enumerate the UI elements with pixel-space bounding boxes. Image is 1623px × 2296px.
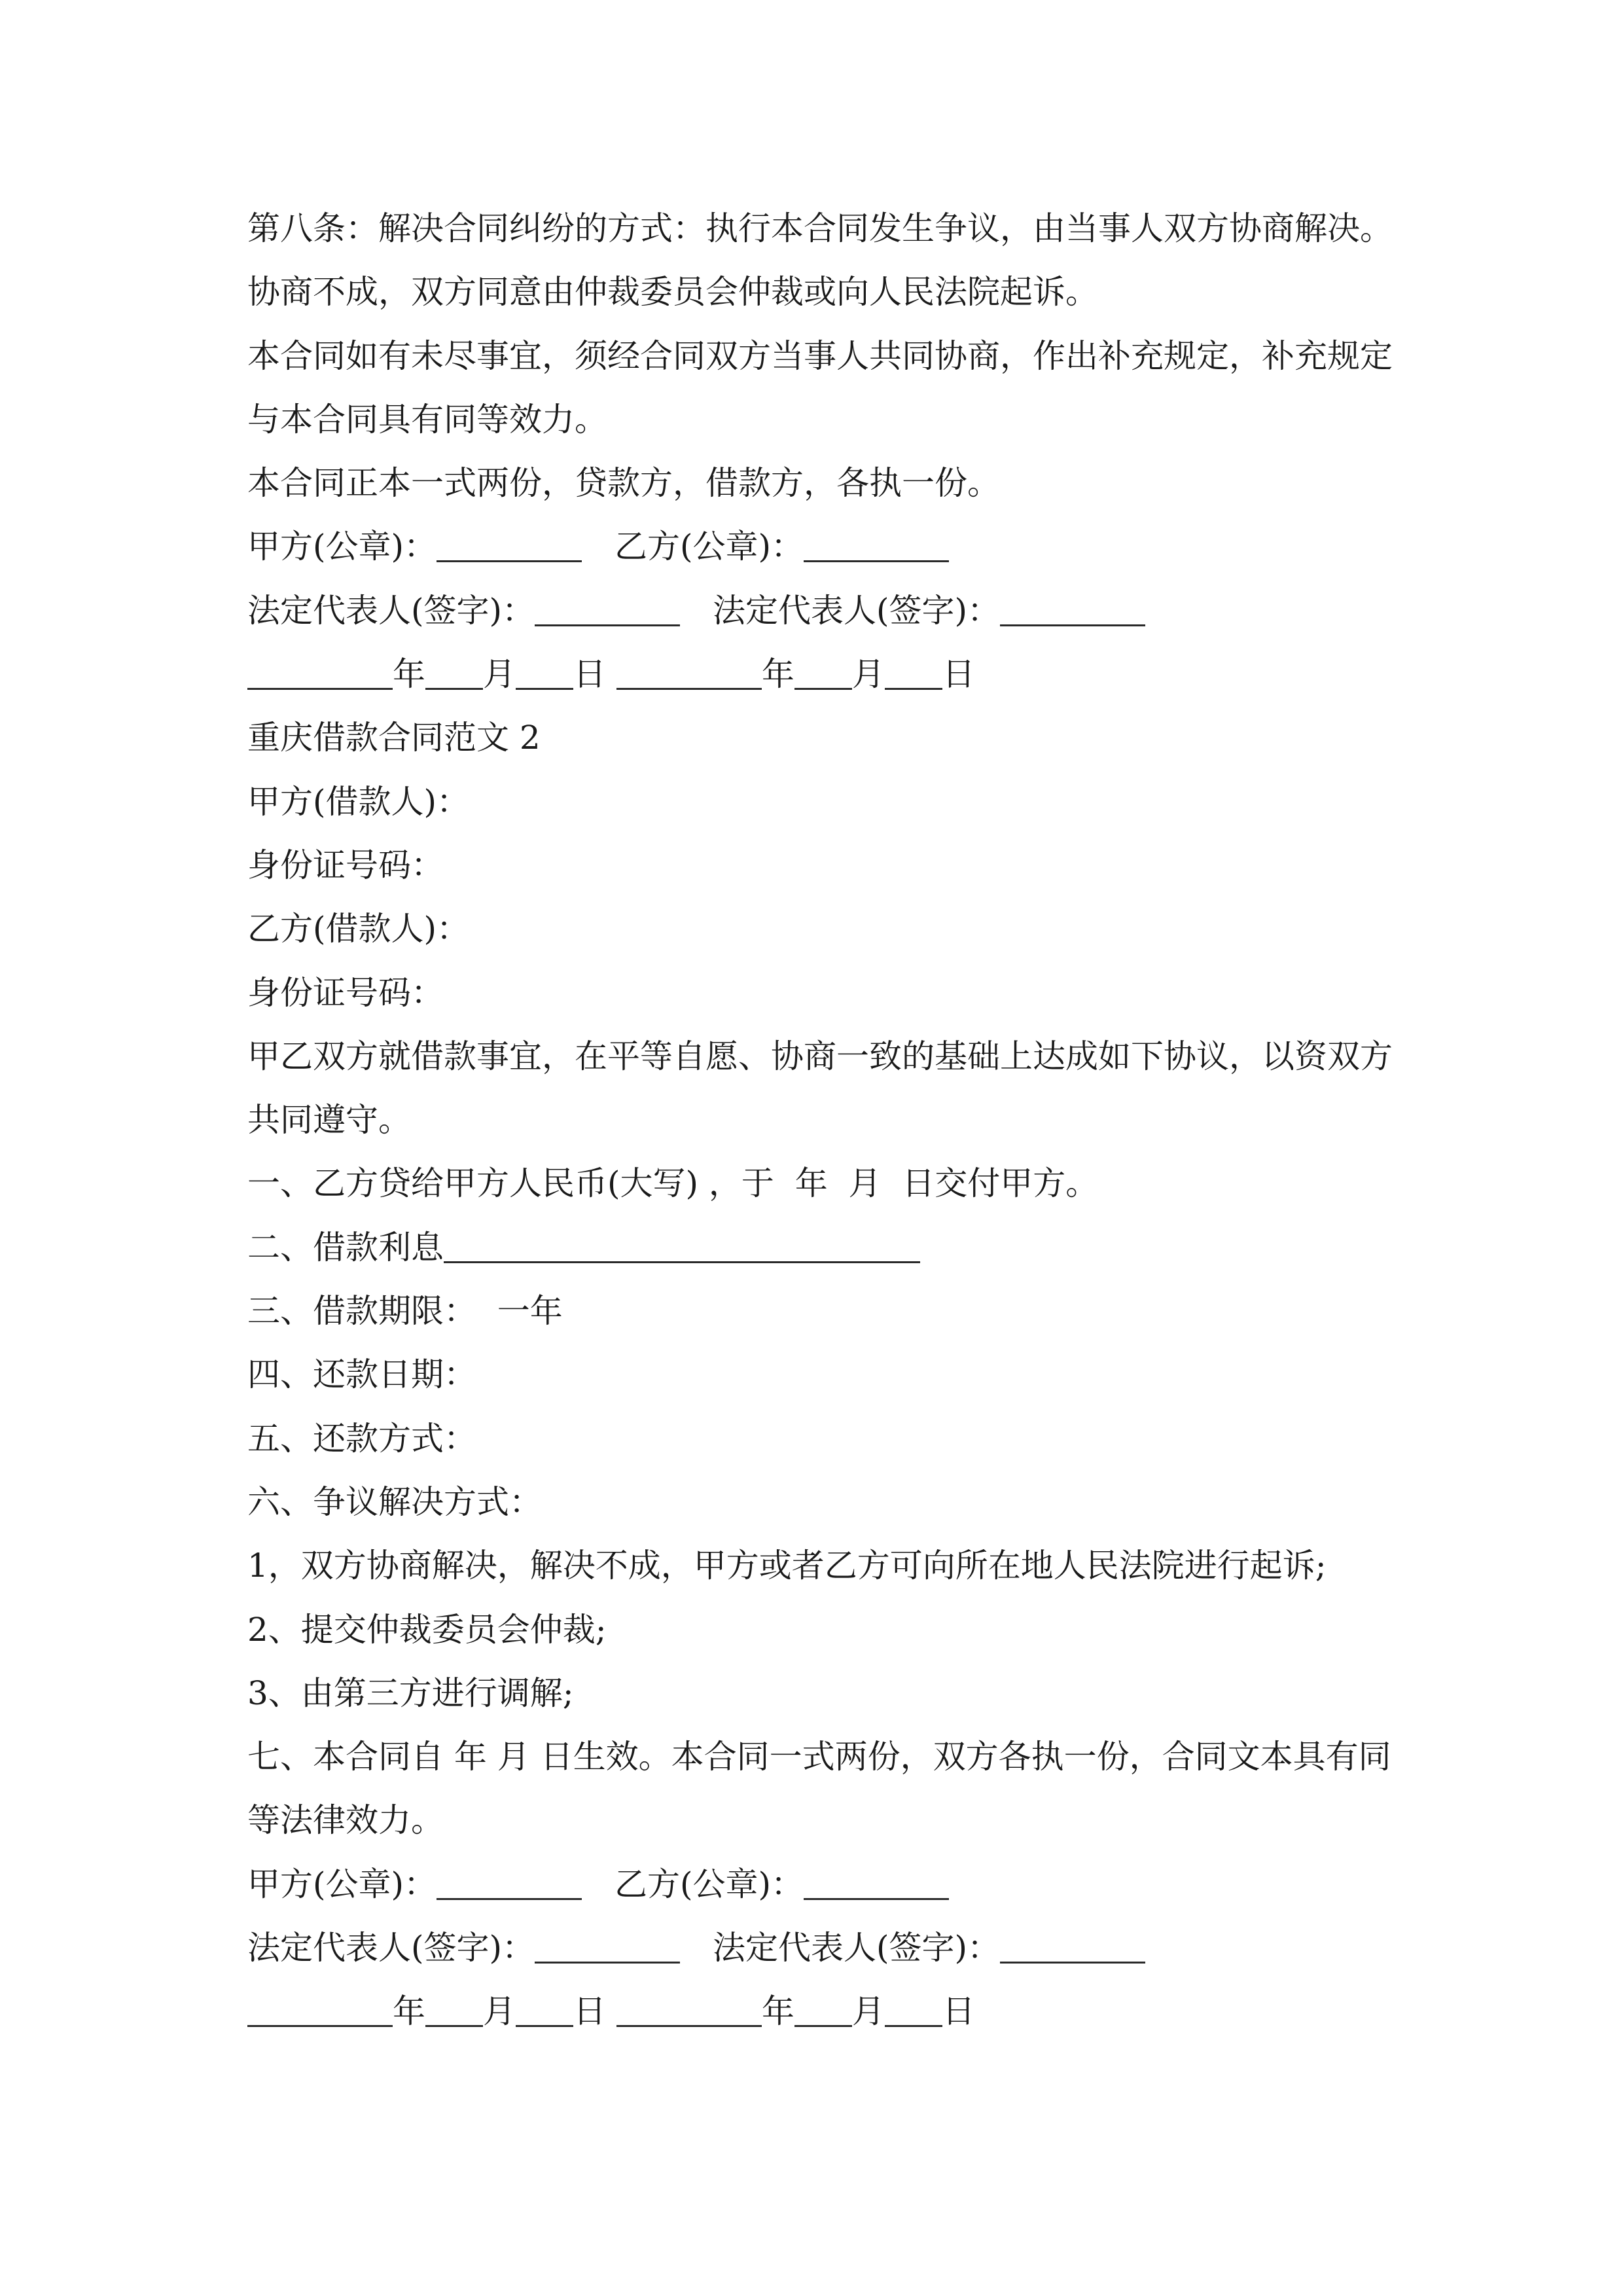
- text-line: [247, 1924, 1412, 1987]
- text-run: 身份证号码：: [247, 973, 444, 1012]
- fill-in-blank: [885, 650, 942, 690]
- text-line: [247, 778, 1412, 841]
- text-run: 等法律效力。: [247, 1801, 444, 1840]
- text-line: [247, 969, 1412, 1032]
- text-run: 四、还款日期：: [247, 1355, 476, 1394]
- text-run: 2、提交仲裁委员会仲裁;: [247, 1610, 607, 1649]
- text-run: 月: [851, 655, 885, 694]
- text-line: [247, 204, 1412, 268]
- text-run: 法定代表人(签字)：: [680, 591, 1001, 630]
- text-run: 乙方(公章)：: [582, 1865, 804, 1903]
- text-run: 年: [393, 655, 425, 694]
- text-run: 本合同正本一式两份，贷款方，借款方，各执一份。: [247, 464, 1000, 503]
- fill-in-blank: [616, 650, 762, 690]
- text-run: 一、乙方贷给甲方人民币(大写) ，于 年 月 日交付甲方。: [247, 1164, 1099, 1203]
- text-line: [247, 1732, 1412, 1796]
- text-line: [247, 1414, 1412, 1478]
- text-line: [247, 1032, 1412, 1096]
- text-run: 1，双方协商解决，解决不成，甲方或者乙方可向所在地人民法院进行起诉;: [247, 1547, 1327, 1585]
- text-line: [247, 1350, 1412, 1414]
- text-line: [247, 522, 1412, 586]
- text-line: [247, 713, 1412, 777]
- text-run: 法定代表人(签字)：: [247, 591, 535, 630]
- text-run: 年: [393, 1992, 425, 2031]
- contract-text: [247, 204, 1412, 2051]
- text-run: 第八条：解决合同纠纷的方式：执行本合同发生争议，由当事人双方协商解决。: [247, 209, 1393, 247]
- text-run: 七、本合同自 年 月 日生效。本合同一式两份，双方各执一份，合同文本具有同: [247, 1738, 1391, 1776]
- text-run: 共同遵守。: [247, 1101, 411, 1139]
- text-run: 月: [483, 1992, 516, 2031]
- text-run: 三、借款期限： 一年: [247, 1292, 563, 1331]
- fill-in-blank: [444, 1223, 920, 1263]
- text-run: 3、由第三方进行调解;: [247, 1674, 574, 1712]
- fill-in-blank: [794, 650, 852, 690]
- text-line: [247, 1287, 1412, 1350]
- text-line: [247, 1096, 1412, 1159]
- text-line: [247, 332, 1412, 395]
- fill-in-blank: [535, 586, 680, 626]
- fill-in-blank: [794, 1987, 852, 2027]
- text-run: 六、争议解决方式：: [247, 1482, 542, 1521]
- text-run: 年: [761, 655, 794, 694]
- fill-in-blank: [804, 522, 949, 562]
- text-run: 法定代表人(签字)：: [247, 1929, 535, 1967]
- text-line: [247, 1669, 1412, 1732]
- text-run: 二、借款利息: [247, 1228, 444, 1266]
- text-run: 与本合同具有同等效力。: [247, 400, 607, 439]
- text-run: 甲方(公章)：: [247, 528, 437, 566]
- text-run: 甲方(公章)：: [247, 1865, 437, 1903]
- text-line: [247, 905, 1412, 968]
- text-run: 本合同如有未尽事宜，须经合同双方当事人共同协商，作出补充规定，补充规定: [247, 336, 1393, 375]
- text-run: 月: [483, 655, 516, 694]
- text-run: 日: [942, 1992, 975, 2031]
- text-line: [247, 1860, 1412, 1924]
- text-run: 乙方(公章)：: [582, 528, 804, 566]
- text-line: [247, 1796, 1412, 1859]
- fill-in-blank: [247, 650, 393, 690]
- fill-in-blank: [1000, 1924, 1145, 1964]
- text-line: [247, 1605, 1412, 1669]
- text-line: [247, 1159, 1412, 1223]
- text-line: [247, 841, 1412, 905]
- text-line: [247, 650, 1412, 713]
- text-run: 日: [573, 1992, 616, 2031]
- text-run: 身份证号码：: [247, 846, 444, 884]
- text-run: 乙方(借款人)：: [247, 910, 470, 948]
- text-run: 五、还款方式：: [247, 1419, 476, 1458]
- text-run: 甲方(借款人)：: [247, 782, 470, 821]
- text-line: [247, 268, 1412, 331]
- fill-in-blank: [616, 1987, 762, 2027]
- fill-in-blank: [535, 1924, 680, 1964]
- text-run: 年: [761, 1992, 794, 2031]
- fill-in-blank: [425, 1987, 483, 2027]
- fill-in-blank: [425, 650, 483, 690]
- text-run: 重庆借款合同范文 2: [247, 719, 541, 757]
- fill-in-blank: [437, 522, 582, 562]
- text-line: [247, 1541, 1412, 1605]
- text-run: 日: [942, 655, 975, 694]
- text-run: 日: [573, 655, 616, 694]
- text-line: [247, 395, 1412, 459]
- fill-in-blank: [247, 1987, 393, 2027]
- fill-in-blank: [516, 650, 573, 690]
- text-line: [247, 459, 1412, 522]
- fill-in-blank: [885, 1987, 942, 2027]
- text-line: [247, 1478, 1412, 1541]
- text-run: 法定代表人(签字)：: [680, 1929, 1001, 1967]
- fill-in-blank: [437, 1860, 582, 1900]
- text-run: 甲乙双方就借款事宜，在平等自愿、协商一致的基础上达成如下协议，以资双方: [247, 1037, 1393, 1075]
- fill-in-blank: [804, 1860, 949, 1900]
- fill-in-blank: [516, 1987, 573, 2027]
- fill-in-blank: [1000, 586, 1145, 626]
- text-run: 月: [851, 1992, 885, 2031]
- text-run: 协商不成，双方同意由仲裁委员会仲裁或向人民法院起诉。: [247, 273, 1098, 312]
- text-line: [247, 1987, 1412, 2051]
- text-line: [247, 1223, 1412, 1287]
- text-line: [247, 586, 1412, 650]
